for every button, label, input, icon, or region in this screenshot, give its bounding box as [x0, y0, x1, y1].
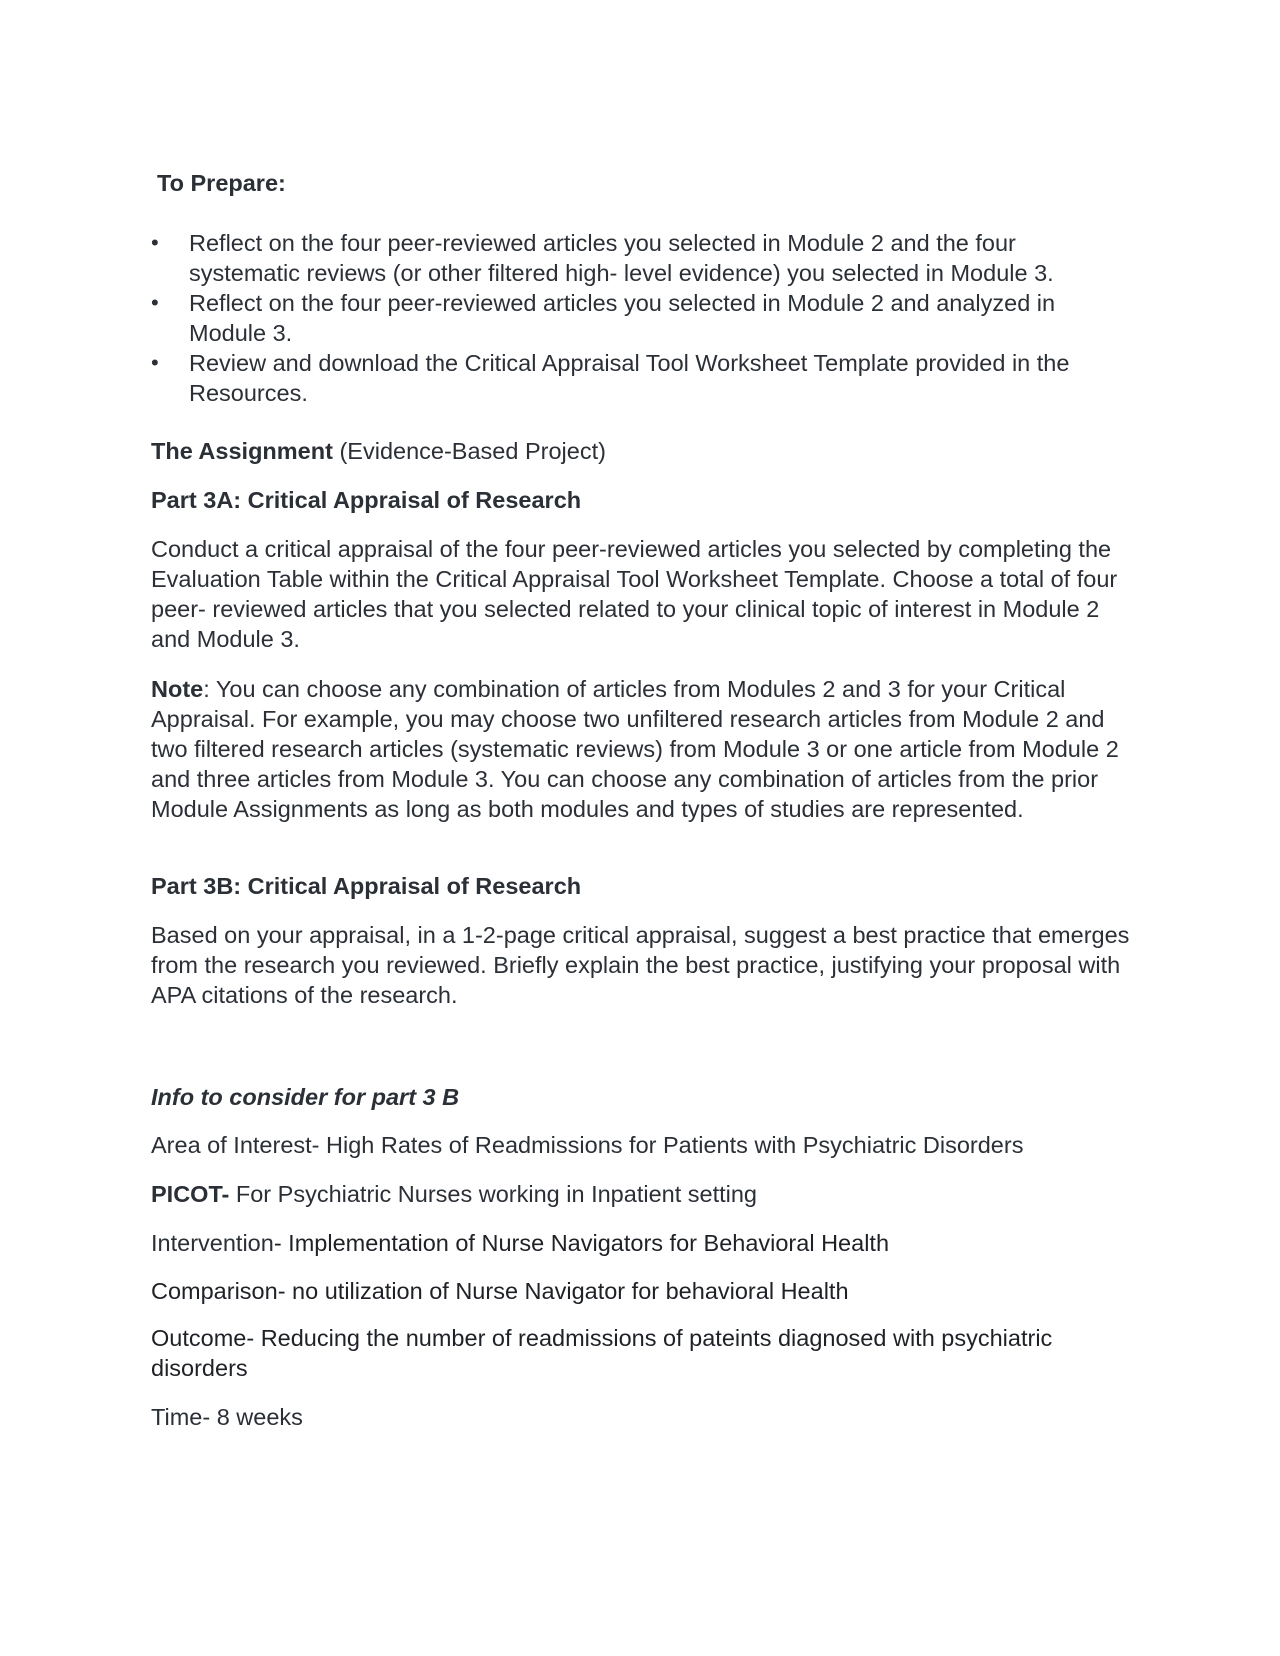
part3b-paragraph: Based on your appraisal, in a 1-2-page critical appraisal, suggest a best practice that emerges from the research you reviewed. Briefly explain the best practice, justifying your proposal with APA citations of the research. [151, 922, 1130, 1008]
info-heading: Info to consider for part 3 B [151, 1084, 460, 1110]
note-label: Note [151, 676, 204, 702]
list-item: • Review and download the Critical Appraisal Tool Worksheet Template provided in the Resources. [151, 348, 1131, 408]
intervention-label: Intervention [151, 1230, 274, 1256]
outcome-line: Outcome- Reducing the number of readmissions of pateints diagnosed with psychiatric disorders [151, 1325, 1053, 1381]
to-prepare-heading: To Prepare: [157, 170, 286, 196]
picot-text: For Psychiatric Nurses working in Inpatient setting [229, 1181, 758, 1207]
comparison-line: Comparison- no utilization of Nurse Navigator for behavioral Health [151, 1278, 849, 1304]
picot-line [151, 1179, 1131, 1209]
intervention-line [151, 1228, 1131, 1258]
intervention-text: - Implementation of Nurse Navigators for Behavioral Health [273, 1230, 890, 1256]
part3a-paragraph: Conduct a critical appraisal of the four peer-reviewed articles you selected by completing the Evaluation Table within the Critical Appraisal Tool Worksheet Template. Choose a total of four peer- reviewed articles that you selected related to your clinical topic of interest in Module 2 and Module 3. [151, 536, 1118, 652]
note-paragraph [151, 674, 1131, 824]
part3b-heading: Part 3B: Critical Appraisal of Research [151, 873, 582, 899]
list-item: • Reflect on the four peer-reviewed articles you selected in Module 2 and analyzed in Module 3. [151, 288, 1131, 348]
note-text: : You can choose any combination of articles from Modules 2 and 3 for your Critical Appraisal. For example, you may choose two unfiltered research articles from Module 2 and two filtered research articles (systematic reviews) from Module 3 or one article from Module 2 and three articles from Module 3. You can choose any combination of articles from the prior Module Assignments as long as both modules and types of studies are represented. [151, 676, 1119, 822]
area-of-interest-line: Area of Interest- High Rates of Readmissions for Patients with Psychiatric Disorders [151, 1132, 1024, 1158]
picot-label: PICOT- [151, 1181, 230, 1207]
assignment-suffix: (Evidence-Based Project) [332, 438, 606, 464]
part3a-heading: Part 3A: Critical Appraisal of Research [151, 487, 582, 513]
list-item: • Reflect on the four peer-reviewed articles you selected in Module 2 and the four systematic reviews (or other filtered high- level evidence) you selected in Module 3. [151, 228, 1131, 288]
to-prepare-list [151, 228, 1131, 408]
time-line: Time- 8 weeks [151, 1404, 303, 1430]
assignment-label: The Assignment [151, 438, 333, 464]
assignment-line [151, 436, 1131, 466]
